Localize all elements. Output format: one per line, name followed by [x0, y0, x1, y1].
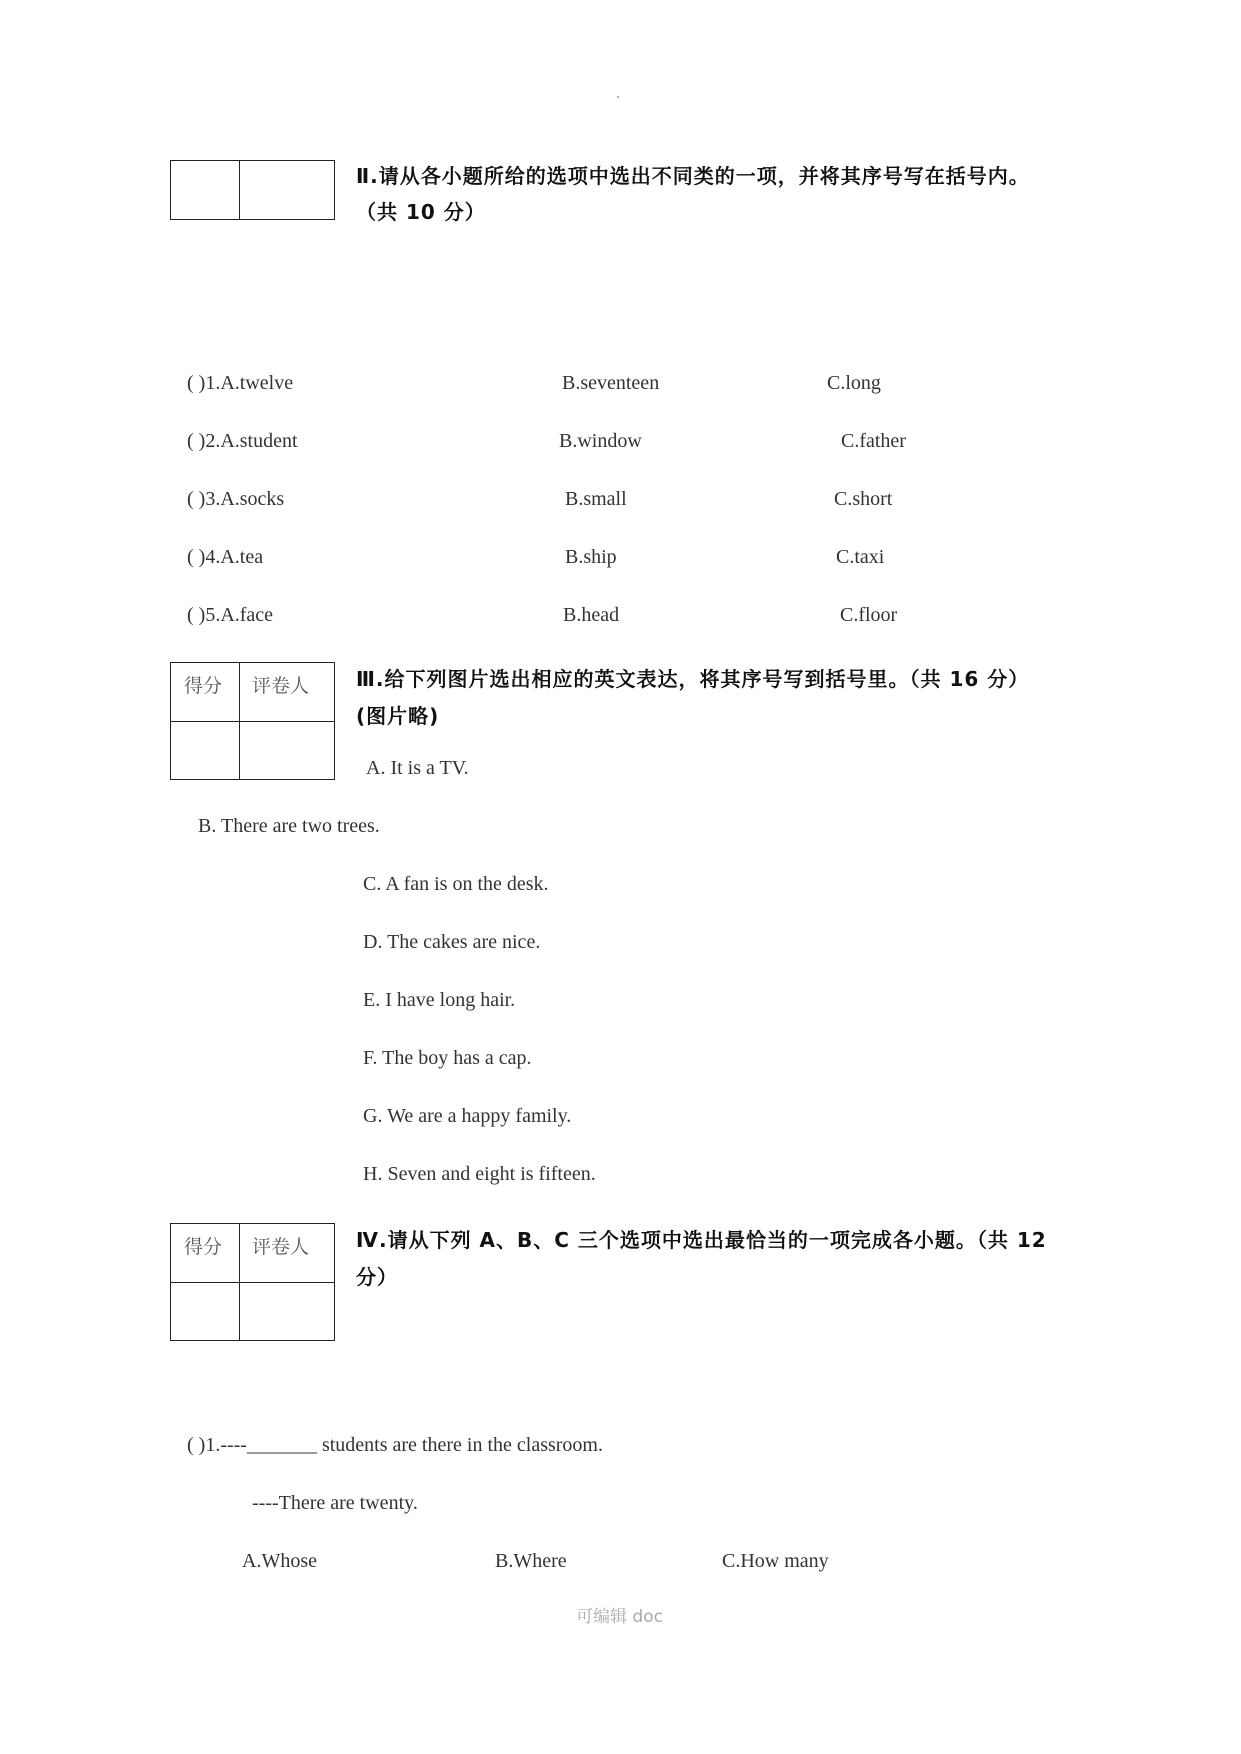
- s3-option-g: G. We are a happy family.: [363, 1105, 572, 1127]
- s4-q1-stem: ( )1.----_______ students are there in the classroom.: [187, 1434, 603, 1456]
- s4-q1-option-b: B.Where: [495, 1550, 567, 1572]
- section3-heading-line2: (图片略): [356, 704, 440, 728]
- s2-item5-a: ( )5.A.face: [187, 604, 274, 626]
- s2-item2-c: C.father: [841, 430, 906, 452]
- section3-heading-line1: Ⅲ.给下列图片选出相应的英文表达，将其序号写到括号里。（共 16 分）: [356, 667, 1030, 691]
- score-box-section4: [170, 1223, 335, 1341]
- s3-option-h: H. Seven and eight is fifteen.: [363, 1163, 596, 1185]
- s4-q1-option-a: A.Whose: [242, 1550, 317, 1572]
- s3-option-a: A. It is a TV.: [366, 757, 469, 779]
- s2-item5-b: B.head: [563, 604, 620, 626]
- section4-heading-line1: Ⅳ.请从下列 A、B、C 三个选项中选出最恰当的一项完成各小题。（共 12: [356, 1228, 1047, 1252]
- s3-option-c: C. A fan is on the desk.: [363, 873, 549, 895]
- s2-item1-c: C.long: [827, 372, 881, 394]
- header-mark: [617, 96, 619, 98]
- score-label: 得分: [184, 1236, 223, 1258]
- section4-heading-line2: 分）: [356, 1265, 398, 1289]
- grader-label: 评卷人: [252, 675, 310, 697]
- footer-text: 可编辑 doc: [576, 1607, 663, 1627]
- s2-item4-c: C.taxi: [836, 546, 885, 568]
- s2-item4-b: B.ship: [565, 546, 617, 568]
- s3-option-e: E. I have long hair.: [363, 989, 516, 1011]
- s2-item3-b: B.small: [565, 488, 627, 510]
- s2-item2-b: B.window: [559, 430, 642, 452]
- score-box-section2: [170, 160, 335, 220]
- s2-item3-c: C.short: [834, 488, 893, 510]
- s2-item5-c: C.floor: [840, 604, 898, 626]
- s2-item1-a: ( )1.A.twelve: [187, 372, 294, 394]
- s2-item1-b: B.seventeen: [562, 372, 660, 394]
- s3-option-b: B. There are two trees.: [198, 815, 380, 837]
- score-box-section3: [170, 662, 335, 780]
- s3-option-f: F. The boy has a cap.: [363, 1047, 532, 1069]
- score-label: 得分: [184, 675, 223, 697]
- s2-item3-a: ( )3.A.socks: [187, 488, 285, 510]
- s4-q1-option-c: C.How many: [722, 1550, 829, 1572]
- s2-item4-a: ( )4.A.tea: [187, 546, 264, 568]
- s4-q1-reply: ----There are twenty.: [252, 1492, 418, 1514]
- section2-heading-line1: Ⅱ.请从各小题所给的选项中选出不同类的一项，并将其序号写在括号内。: [356, 164, 1030, 188]
- section2-heading-line2: （共 10 分）: [356, 200, 486, 224]
- grader-label: 评卷人: [252, 1236, 310, 1258]
- s3-option-d: D. The cakes are nice.: [363, 931, 541, 953]
- s2-item2-a: ( )2.A.student: [187, 430, 298, 452]
